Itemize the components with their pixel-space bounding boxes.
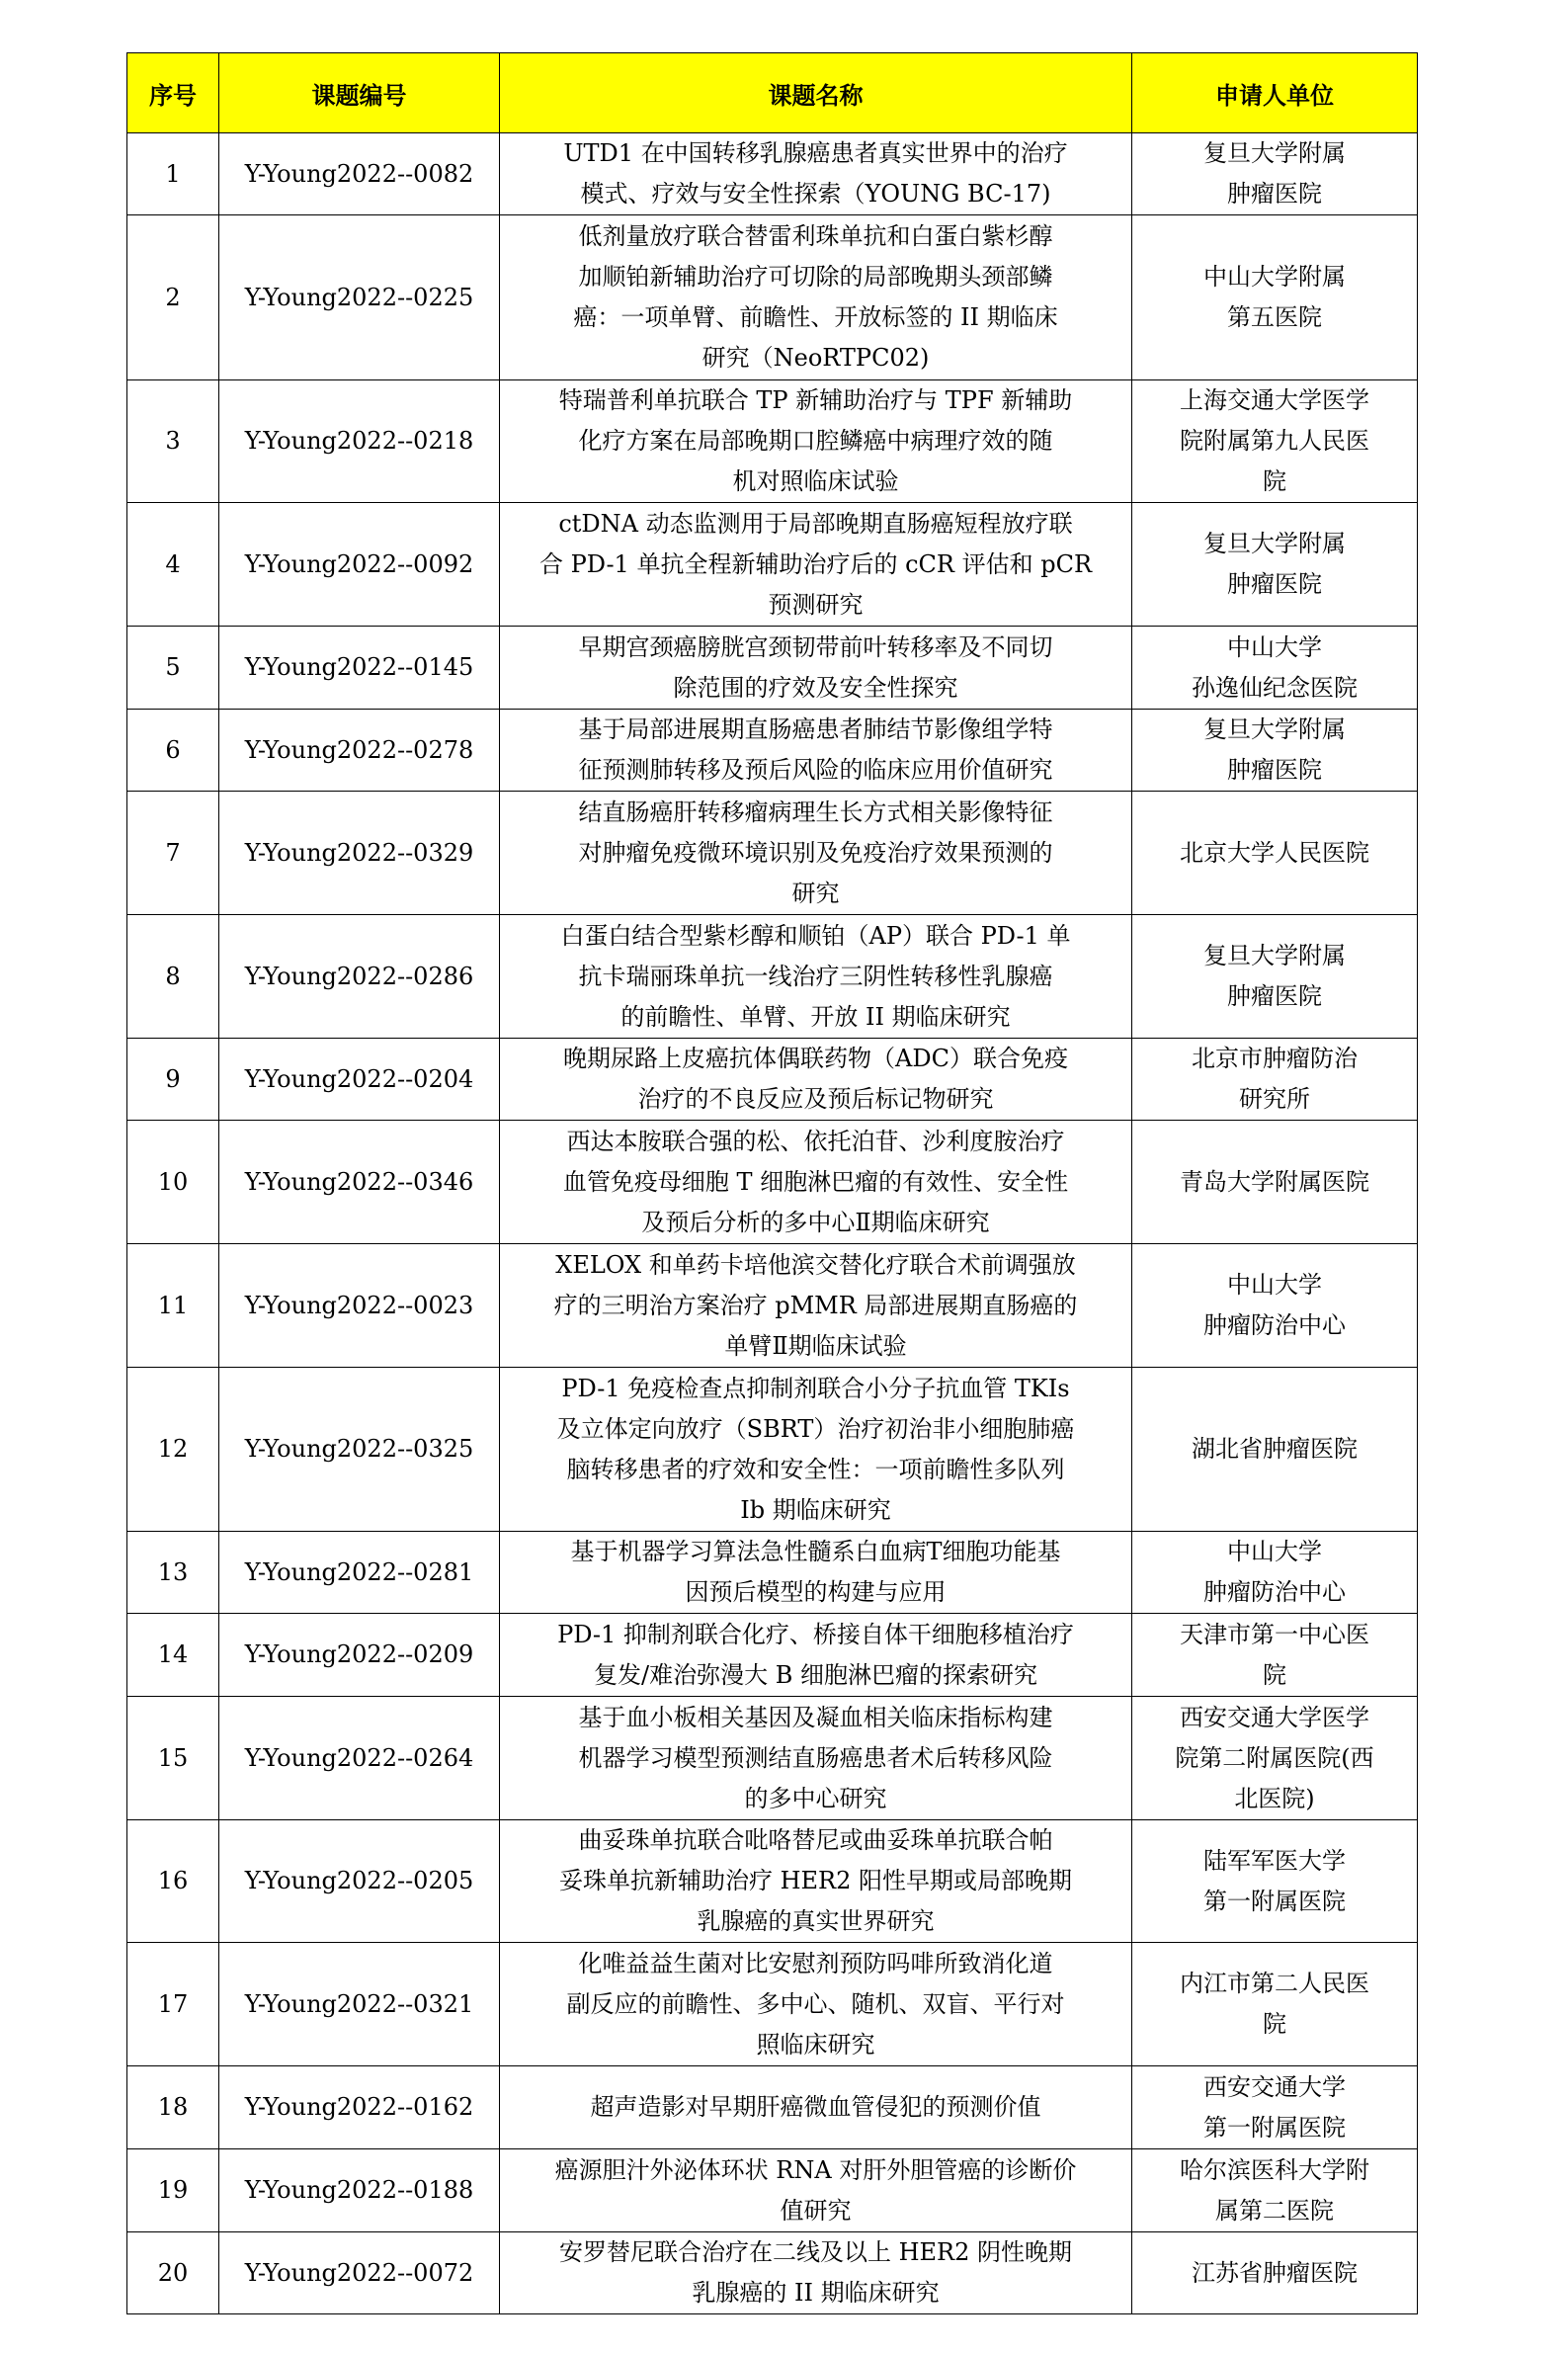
project-title-line: 安罗替尼联合治疗在二线及以上 HER2 阴性晚期 — [558, 2238, 1073, 2266]
header-project-title: 课题名称 — [500, 53, 1132, 133]
project-title — [500, 2066, 1132, 2149]
project-title-line: 妥珠单抗新辅助治疗 HER2 阳性早期或局部晚期 — [558, 1867, 1073, 1894]
applicant-unit-line: 上海交通大学医学 — [1180, 386, 1369, 414]
table-row — [127, 1532, 1418, 1614]
applicant-unit-line: 复旦大学附属 — [1203, 139, 1346, 167]
project-title — [500, 503, 1132, 627]
project-title-line: 白蛋白结合型紫杉醇和顺铂（AP）联合 PD-1 单 — [560, 921, 1071, 950]
table-row — [127, 1244, 1418, 1368]
row-number: 12 — [127, 1368, 219, 1532]
project-title-line: PD-1 免疫检查点抑制剂联合小分子抗血管 TKIs — [561, 1374, 1070, 1402]
project-title-line: 机器学习模型预测结直肠癌患者术后转移风险 — [578, 1743, 1053, 1772]
row-number: 18 — [127, 2066, 219, 2149]
table-body — [127, 133, 1418, 2314]
applicant-unit — [1132, 792, 1418, 915]
project-code: Y-Young2022--0092 — [219, 503, 500, 627]
table-row — [127, 627, 1418, 710]
applicant-unit-line: 哈尔滨医科大学附 — [1180, 2155, 1369, 2184]
project-code: Y-Young2022--0023 — [219, 1244, 500, 1368]
applicant-unit-line: 院 — [1263, 467, 1286, 495]
row-number: 3 — [127, 380, 219, 503]
project-title — [500, 1368, 1132, 1532]
table-row — [127, 1943, 1418, 2066]
project-title-line: 低剂量放疗联合替雷利珠单抗和白蛋白紫杉醇 — [578, 222, 1053, 250]
project-title-line: 抗卡瑞丽珠单抗一线治疗三阴性转移性乳腺癌 — [578, 962, 1053, 990]
applicant-unit — [1132, 1121, 1418, 1244]
applicant-unit — [1132, 215, 1418, 380]
applicant-unit-line: 陆军军医大学 — [1203, 1846, 1346, 1875]
row-number: 20 — [127, 2232, 219, 2314]
project-title-line: 结直肠癌肝转移瘤病理生长方式相关影像特征 — [578, 798, 1053, 826]
project-code: Y-Young2022--0325 — [219, 1368, 500, 1532]
applicant-unit-line: 北医院) — [1234, 1784, 1315, 1812]
applicant-unit-line: 肿瘤防治中心 — [1203, 1311, 1346, 1339]
project-title — [500, 1039, 1132, 1121]
applicant-unit — [1132, 380, 1418, 503]
project-title-line: 研究 — [791, 879, 840, 907]
project-title — [500, 215, 1132, 380]
table-row — [127, 710, 1418, 792]
project-title — [500, 1121, 1132, 1244]
project-title-line: Ib 期临床研究 — [740, 1495, 891, 1524]
row-number: 8 — [127, 915, 219, 1039]
project-code: Y-Young2022--0145 — [219, 627, 500, 710]
project-code: Y-Young2022--0346 — [219, 1121, 500, 1244]
applicant-unit — [1132, 1039, 1418, 1121]
applicant-unit-line: 青岛大学附属医院 — [1180, 1167, 1369, 1196]
project-title — [500, 792, 1132, 915]
project-title-line: 基于局部进展期直肠癌患者肺结节影像组学特 — [578, 715, 1053, 743]
applicant-unit-line: 西安交通大学 — [1203, 2072, 1346, 2101]
row-number: 11 — [127, 1244, 219, 1368]
table-row — [127, 1614, 1418, 1697]
header-applicant-unit: 申请人单位 — [1132, 53, 1418, 133]
project-title — [500, 2149, 1132, 2232]
project-title-line: 因预后模型的构建与应用 — [685, 1578, 947, 1606]
project-title-line: 除范围的疗效及安全性探究 — [673, 673, 958, 702]
row-number: 14 — [127, 1614, 219, 1697]
row-number: 1 — [127, 133, 219, 215]
applicant-unit-line: 第一附属医院 — [1203, 1887, 1346, 1915]
applicant-unit-line: 中山大学 — [1227, 1538, 1322, 1565]
applicant-unit-line: 北京市肿瘤防治 — [1192, 1045, 1358, 1072]
project-title-line: XELOX 和单药卡培他滨交替化疗联合术前调强放 — [555, 1250, 1076, 1279]
applicant-unit-line: 复旦大学附属 — [1203, 530, 1346, 557]
applicant-unit-line: 属第二医院 — [1215, 2196, 1334, 2225]
project-title-line: 化疗方案在局部晚期口腔鳞癌中病理疗效的随 — [578, 427, 1053, 455]
applicant-unit-line: 复旦大学附属 — [1203, 942, 1346, 969]
applicant-unit-line: 复旦大学附属 — [1203, 715, 1346, 743]
table-row — [127, 2232, 1418, 2314]
project-code: Y-Young2022--0082 — [219, 133, 500, 215]
row-number: 4 — [127, 503, 219, 627]
project-title-line: 机对照临床试验 — [732, 467, 899, 495]
header-project-code: 课题编号 — [219, 53, 500, 133]
applicant-unit-line: 院 — [1263, 1660, 1286, 1689]
project-code: Y-Young2022--0204 — [219, 1039, 500, 1121]
project-title — [500, 380, 1132, 503]
header-number: 序号 — [127, 53, 219, 133]
project-title-line: 复发/难治弥漫大 B 细胞淋巴瘤的探索研究 — [594, 1660, 1037, 1689]
applicant-unit — [1132, 1943, 1418, 2066]
project-title-line: 疗的三明治方案治疗 pMMR 局部进展期直肠癌的 — [553, 1291, 1078, 1319]
project-title — [500, 1614, 1132, 1697]
applicant-unit — [1132, 2149, 1418, 2232]
applicant-unit-line: 江苏省肿瘤医院 — [1192, 2258, 1358, 2287]
project-code: Y-Young2022--0188 — [219, 2149, 500, 2232]
project-title-line: 预测研究 — [768, 590, 864, 619]
applicant-unit-line: 中山大学 — [1227, 1271, 1322, 1299]
applicant-unit — [1132, 1820, 1418, 1943]
project-title-line: 合 PD-1 单抗全程新辅助治疗后的 cCR 评估和 pCR — [538, 549, 1093, 578]
project-title-line: 基于血小板相关基因及凝血相关临床指标构建 — [578, 1703, 1053, 1731]
project-title-line: 乳腺癌的 II 期临床研究 — [692, 2279, 940, 2307]
row-number: 13 — [127, 1532, 219, 1614]
project-title-line: 及立体定向放疗（SBRT）治疗初治非小细胞肺癌 — [556, 1414, 1075, 1443]
row-number: 16 — [127, 1820, 219, 1943]
applicant-unit — [1132, 503, 1418, 627]
table-row — [127, 1697, 1418, 1820]
applicant-unit — [1132, 2232, 1418, 2314]
project-title-line: 副反应的前瞻性、多中心、随机、双盲、平行对 — [566, 1989, 1065, 2018]
applicant-unit — [1132, 1697, 1418, 1820]
applicant-unit — [1132, 2066, 1418, 2149]
applicant-unit-line: 肿瘤医院 — [1227, 756, 1322, 784]
row-number: 2 — [127, 215, 219, 380]
applicant-unit-line: 第五医院 — [1227, 303, 1322, 331]
row-number: 6 — [127, 710, 219, 792]
table-row — [127, 1039, 1418, 1121]
row-number: 19 — [127, 2149, 219, 2232]
applicant-unit — [1132, 1532, 1418, 1614]
project-title-line: 特瑞普利单抗联合 TP 新辅助治疗与 TPF 新辅助 — [558, 386, 1073, 414]
applicant-unit-line: 研究所 — [1239, 1085, 1310, 1113]
project-title-line: 模式、疗效与安全性探索（YOUNG BC-17) — [580, 180, 1051, 208]
table-row — [127, 503, 1418, 627]
project-code: Y-Young2022--0209 — [219, 1614, 500, 1697]
table-row — [127, 1121, 1418, 1244]
project-title-line: 血管免疫母细胞 T 细胞淋巴瘤的有效性、安全性 — [562, 1167, 1069, 1196]
project-title — [500, 1943, 1132, 2066]
project-title-line: 晚期尿路上皮癌抗体偶联药物（ADC）联合免疫 — [563, 1045, 1068, 1072]
project-title-line: 研究（NeoRTPC02) — [701, 344, 930, 372]
project-title-line: 照临床研究 — [756, 2030, 875, 2059]
applicant-unit-line: 孙逸仙纪念医院 — [1192, 673, 1358, 702]
applicant-unit-line: 肿瘤医院 — [1227, 982, 1322, 1010]
applicant-unit-line: 中山大学 — [1227, 632, 1322, 661]
project-code: Y-Young2022--0321 — [219, 1943, 500, 2066]
applicant-unit-line: 院附属第九人民医 — [1180, 427, 1369, 455]
project-title-line: 值研究 — [780, 2196, 852, 2225]
project-title-line: 的多中心研究 — [744, 1784, 887, 1812]
applicant-unit-line: 肿瘤医院 — [1227, 570, 1322, 598]
project-title — [500, 627, 1132, 710]
project-code: Y-Young2022--0329 — [219, 792, 500, 915]
project-title-line: 加顺铂新辅助治疗可切除的局部晚期头颈部鳞 — [578, 263, 1053, 291]
project-title-line: 对肿瘤免疫微环境识别及免疫治疗效果预测的 — [578, 838, 1053, 867]
table-row — [127, 133, 1418, 215]
table-row — [127, 1368, 1418, 1532]
applicant-unit — [1132, 133, 1418, 215]
project-title-line: UTD1 在中国转移乳腺癌患者真实世界中的治疗 — [563, 139, 1068, 167]
project-title — [500, 2232, 1132, 2314]
applicant-unit — [1132, 1244, 1418, 1368]
project-title-line: 乳腺癌的真实世界研究 — [697, 1907, 935, 1935]
applicant-unit — [1132, 1368, 1418, 1532]
project-title-line: ctDNA 动态监测用于局部晚期直肠癌短程放疗联 — [558, 509, 1073, 538]
project-title — [500, 710, 1132, 792]
table-row — [127, 2066, 1418, 2149]
row-number: 17 — [127, 1943, 219, 2066]
project-title — [500, 915, 1132, 1039]
project-title-line: 化唯益益生菌对比安慰剂预防吗啡所致消化道 — [578, 1949, 1053, 1977]
header-row — [127, 53, 1418, 133]
applicant-unit-line: 中山大学附属 — [1203, 263, 1346, 291]
applicant-unit-line: 北京大学人民医院 — [1180, 838, 1369, 867]
row-number: 7 — [127, 792, 219, 915]
project-code: Y-Young2022--0286 — [219, 915, 500, 1039]
project-title-line: 征预测肺转移及预后风险的临床应用价值研究 — [578, 756, 1053, 784]
project-title-line: 的前瞻性、单臂、开放 II 期临床研究 — [620, 1002, 1011, 1031]
project-title-line: 单臂Ⅱ期临床试验 — [724, 1331, 907, 1360]
table-row — [127, 1820, 1418, 1943]
project-title-line: 早期宫颈癌膀胱宫颈韧带前叶转移率及不同切 — [578, 632, 1053, 661]
row-number: 5 — [127, 627, 219, 710]
table-row — [127, 2149, 1418, 2232]
project-title-line: 治疗的不良反应及预后标记物研究 — [637, 1085, 994, 1113]
project-code: Y-Young2022--0218 — [219, 380, 500, 503]
project-title-line: 及预后分析的多中心Ⅱ期临床研究 — [641, 1208, 990, 1236]
applicant-unit-line: 内江市第二人民医 — [1180, 1970, 1369, 1997]
applicant-unit-line: 院第二附属医院(西 — [1175, 1743, 1374, 1772]
row-number: 10 — [127, 1121, 219, 1244]
applicant-unit-line: 西安交通大学医学 — [1180, 1703, 1369, 1731]
applicant-unit-line: 肿瘤防治中心 — [1203, 1578, 1346, 1606]
project-code: Y-Young2022--0205 — [219, 1820, 500, 1943]
project-code: Y-Young2022--0225 — [219, 215, 500, 380]
applicant-unit — [1132, 1614, 1418, 1697]
table-row — [127, 380, 1418, 503]
applicant-unit — [1132, 915, 1418, 1039]
project-code: Y-Young2022--0162 — [219, 2066, 500, 2149]
applicant-unit — [1132, 627, 1418, 710]
applicant-unit-line: 院 — [1263, 2010, 1286, 2038]
project-table — [126, 52, 1418, 2314]
table-row — [127, 792, 1418, 915]
project-title-line: 西达本胺联合强的松、依托泊苷、沙利度胺治疗 — [566, 1127, 1065, 1155]
applicant-unit-line: 肿瘤医院 — [1227, 180, 1322, 208]
project-title — [500, 1820, 1132, 1943]
project-title-line: 基于机器学习算法急性髓系白血病T细胞功能基 — [570, 1538, 1061, 1565]
row-number: 9 — [127, 1039, 219, 1121]
applicant-unit-line: 第一附属医院 — [1203, 2113, 1346, 2142]
project-title — [500, 1532, 1132, 1614]
project-title-line: PD-1 抑制剂联合化疗、桥接自体干细胞移植治疗 — [557, 1620, 1074, 1648]
table-row — [127, 915, 1418, 1039]
project-title-line: 超声造影对早期肝癌微血管侵犯的预测价值 — [590, 2093, 1041, 2121]
project-title-line: 脑转移患者的疗效和安全性：一项前瞻性多队列 — [566, 1455, 1065, 1483]
applicant-unit-line: 湖北省肿瘤医院 — [1192, 1435, 1358, 1463]
project-title-line: 曲妥珠单抗联合吡咯替尼或曲妥珠单抗联合帕 — [578, 1826, 1053, 1854]
table-row — [127, 215, 1418, 380]
project-code: Y-Young2022--0278 — [219, 710, 500, 792]
project-code: Y-Young2022--0072 — [219, 2232, 500, 2314]
row-number: 15 — [127, 1697, 219, 1820]
project-code: Y-Young2022--0264 — [219, 1697, 500, 1820]
project-title-line: 癌源胆汁外泌体环状 RNA 对肝外胆管癌的诊断价 — [554, 2155, 1077, 2184]
project-code: Y-Young2022--0281 — [219, 1532, 500, 1614]
project-title — [500, 1697, 1132, 1820]
applicant-unit-line: 天津市第一中心医 — [1180, 1620, 1369, 1648]
applicant-unit — [1132, 710, 1418, 792]
project-title-line: 癌：一项单臂、前瞻性、开放标签的 II 期临床 — [573, 303, 1058, 331]
project-title — [500, 1244, 1132, 1368]
project-title — [500, 133, 1132, 215]
